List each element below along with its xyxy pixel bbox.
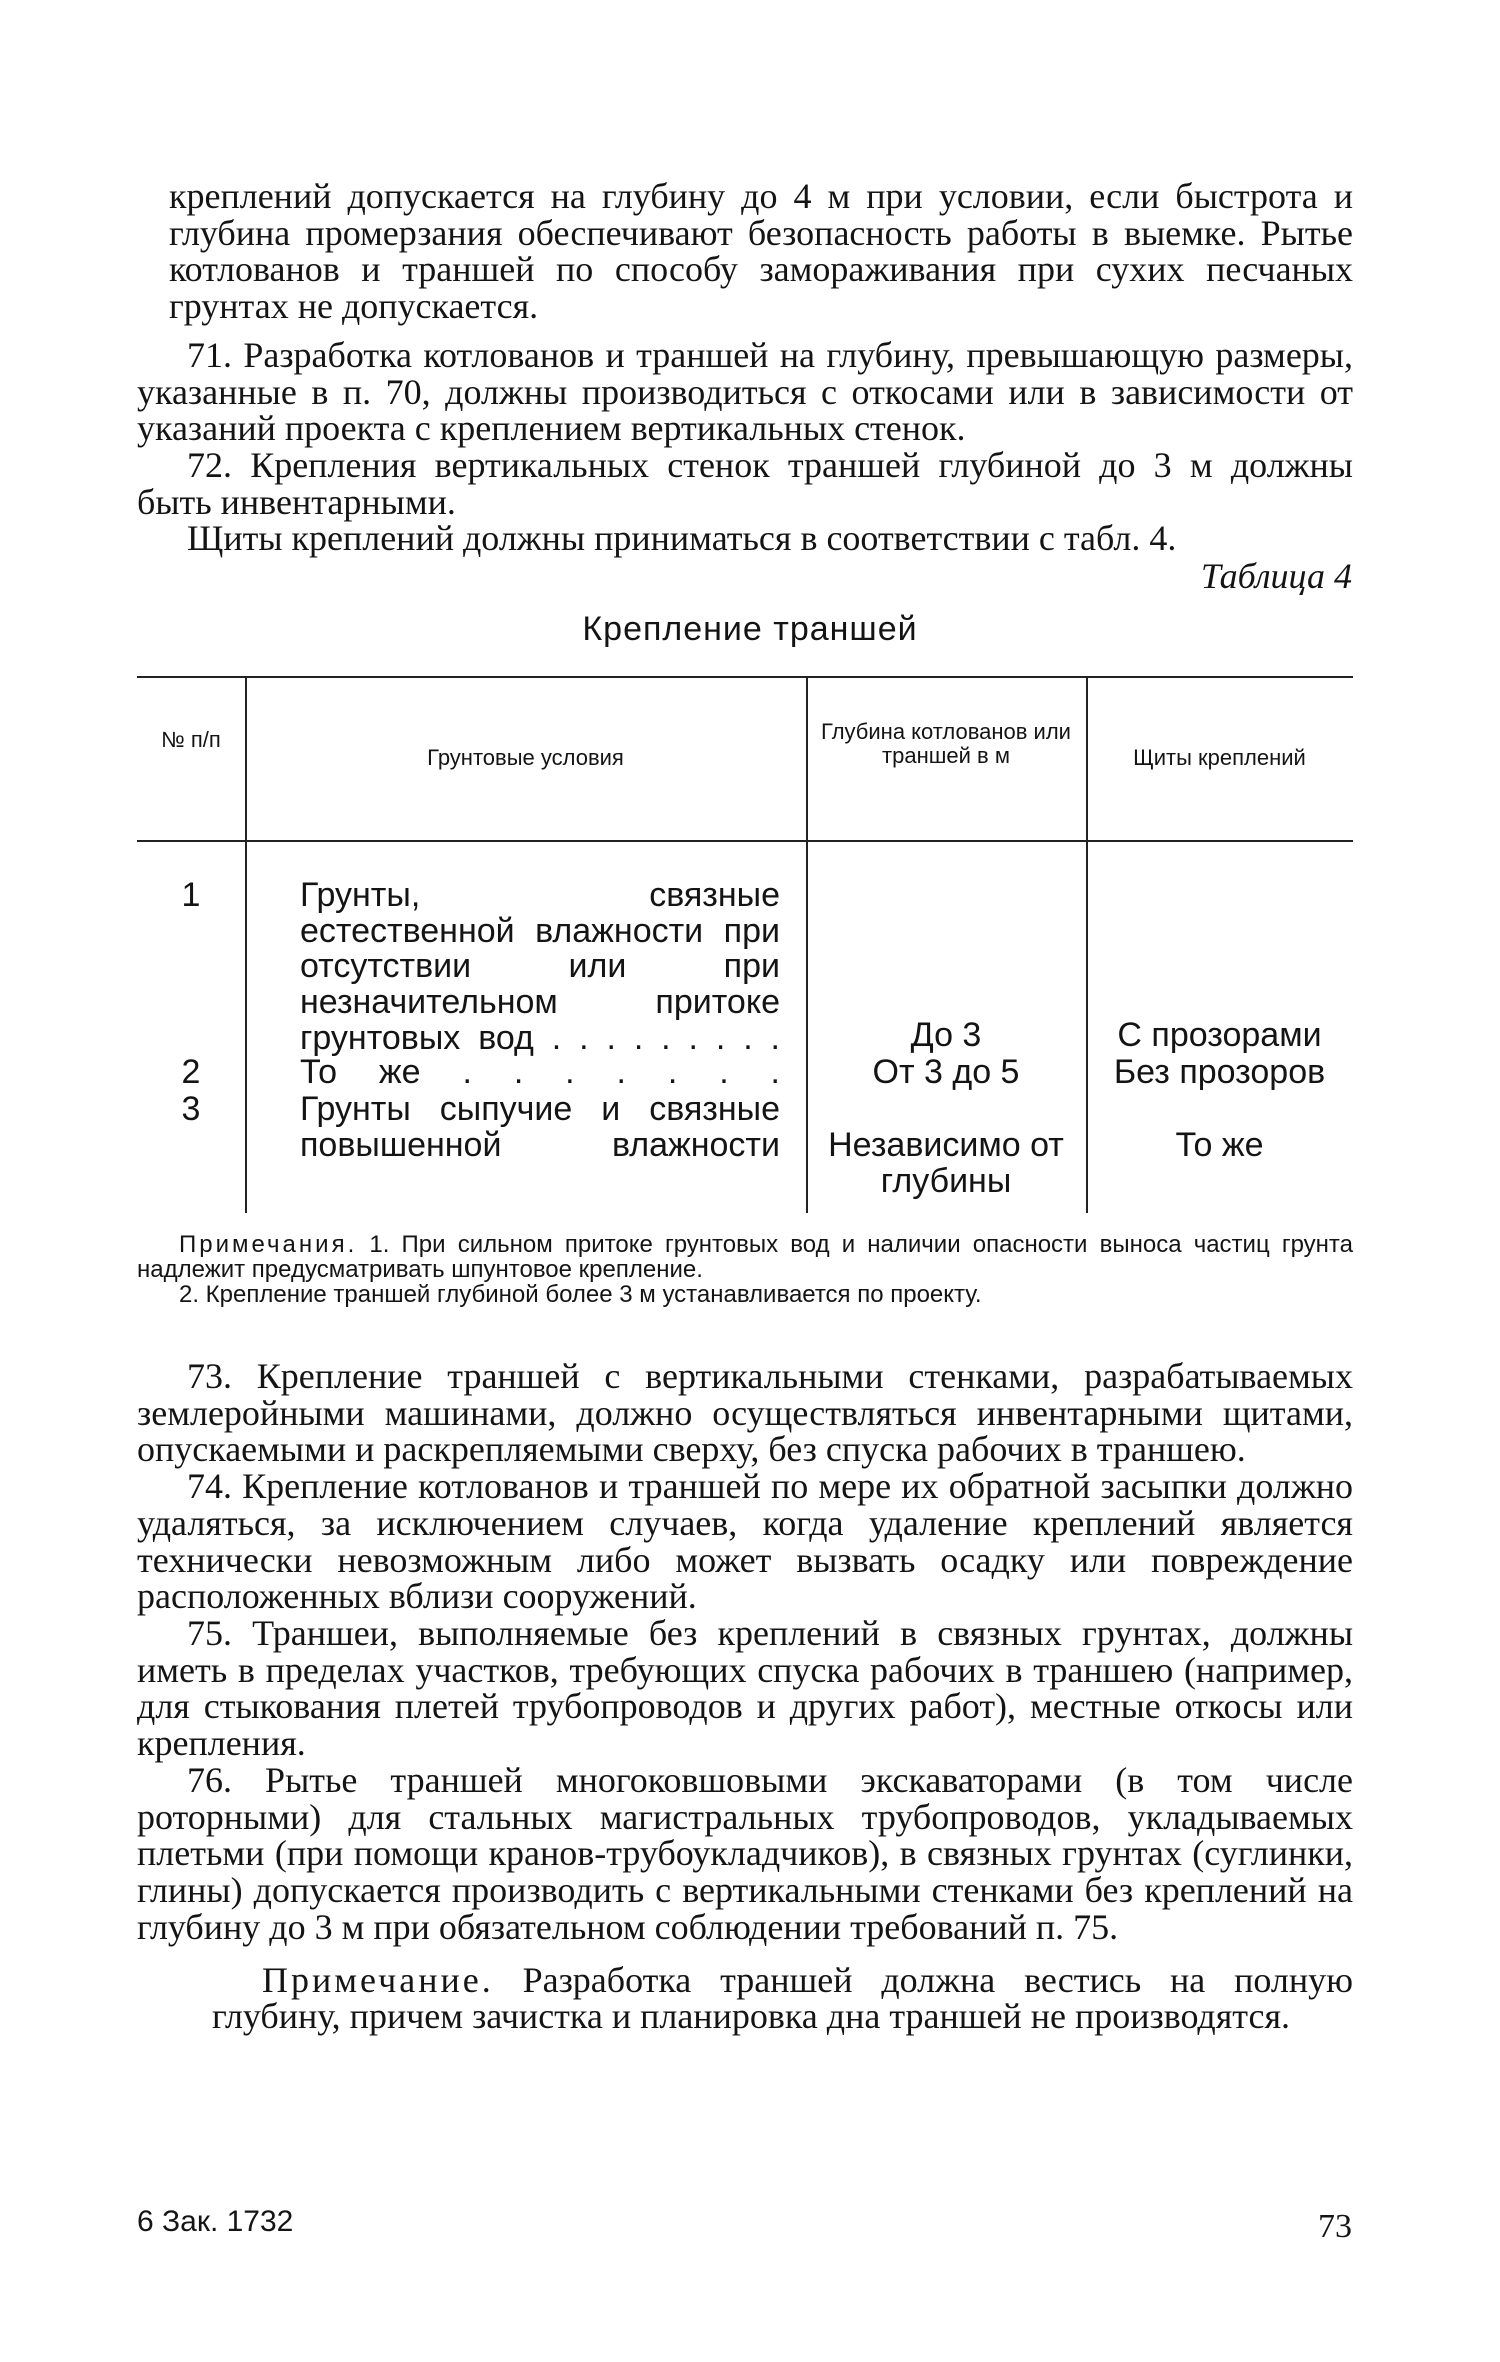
final-note-label: Примечание.: [262, 1959, 494, 2000]
header-number: № п/п: [161, 727, 221, 752]
paragraph-74: 74. Крепление котлованов и траншей по мере их обратной засыпки должно удаляться, за исключением случаев, когда удаление креплений является технически невозможным либо может вызвать осадку или повреждение расположенных вблизи сооружений.: [137, 1466, 1353, 1617]
row-1-depth: До 3: [910, 1016, 982, 1054]
page-number: 73: [1318, 2208, 1352, 2245]
note-2: 2. Крепление траншей глубиной более 3 м устанавливается по проекту.: [179, 1281, 982, 1309]
note-1-text: 1. При сильном притоке грунтовых вод и наличии опасности выноса частиц грунта надлежит предусматривать шпунтовое крепление.: [137, 1231, 1353, 1284]
notes-label: Примечания.: [179, 1231, 358, 1258]
paragraph-73: 73. Крепление траншей с вертикальными стенками, разрабатываемых землеройными машинами, должно осуществляться инвентарными щитами, опускаемыми и раскрепляемыми сверху, без спуска рабочих в траншею.: [137, 1356, 1353, 1470]
note-1: [137, 1232, 1353, 1282]
paragraph-75: 75. Траншеи, выполняемые без креплений в связных грунтах, должны иметь в пределах участков, требующих спуска рабочих в траншею (например, для стыкования плетей трубопроводов и других работ), местные откосы или крепления.: [137, 1613, 1353, 1764]
table-caption: Таблица 4: [1200, 556, 1352, 596]
row-3-shields: То же: [1175, 1126, 1264, 1164]
row-2-number: 2: [181, 1053, 201, 1091]
final-note-text: Разработка траншей должна вестись на полную глубину, причем зачистка и планировка дна траншей не производятся.: [212, 1959, 1353, 2037]
table-title: Крепление траншей: [582, 610, 918, 648]
table-notes: [137, 1232, 1353, 1308]
table-top-rule: [137, 676, 1353, 678]
row-1-conditions: Грунты, связные естественной влажности при отсутствии или при незначительном притоке грунтовых вод . . . . . . . . .: [300, 876, 780, 1057]
paragraph-72: 72. Крепления вертикальных стенок траншей глубиной до 3 м должны быть инвентарными.: [137, 445, 1353, 522]
text-block-top: [137, 178, 1353, 557]
row-2-shields: Без прозоров: [1113, 1053, 1326, 1091]
row-3-depth: Независимо от глубины: [828, 1126, 1064, 1200]
row-3-number: 3: [181, 1090, 201, 1128]
row-3-conditions: Грунты сыпучие и связные повышенной влажности: [300, 1090, 780, 1164]
print-order-mark: 6 Зак. 1732: [137, 2205, 294, 2238]
paragraph-71: 71. Разработка котлованов и траншей на глубину, превышающую размеры, указанные в п. 70, должны производиться с откосами или в зависимости от указаний проекта с креплением вертикальных стенок.: [137, 334, 1353, 449]
row-2-depth: От 3 до 5: [872, 1053, 1020, 1091]
header-shields: Щиты креплений: [1133, 745, 1306, 770]
row-1-shields: С прозорами: [1117, 1016, 1322, 1054]
text-block-bottom: [137, 1358, 1353, 2035]
paragraph-72b: Щиты креплений должны приниматься в соответствии с табл. 4.: [187, 518, 1177, 559]
row-1-number: 1: [181, 876, 201, 914]
paragraph-continuation: креплений допускается на глубину до 4 м при условии, если быстрота и глубина промерзания обеспечивают безопасность работы в выемке. Рытье котлованов и траншей по способу замораживания при сухих песчаных грунтах не допускается.: [169, 176, 1353, 327]
paragraph-76: 76. Рытье траншей многоковшовыми экскаваторами (в том числе роторными) для стальных магистральных трубопроводов, укладываемых плетьми (при помощи кранов-трубоукладчиков), в связных грунтах (суглинки, глины) допускается производить с вертикальными стенками без креплений на глубину до 3 м при обязательном соблюдении требований п. 75.: [137, 1759, 1353, 1947]
table-col-divider: [806, 678, 808, 1213]
final-note: [137, 1959, 1353, 2037]
header-depth: Глубина котлованов или траншей в м: [821, 719, 1071, 769]
table-header-rule: [137, 840, 1353, 842]
row-2-conditions: То же . . . . . . .: [300, 1053, 780, 1091]
header-soil-conditions: Грунтовые условия: [427, 745, 624, 770]
